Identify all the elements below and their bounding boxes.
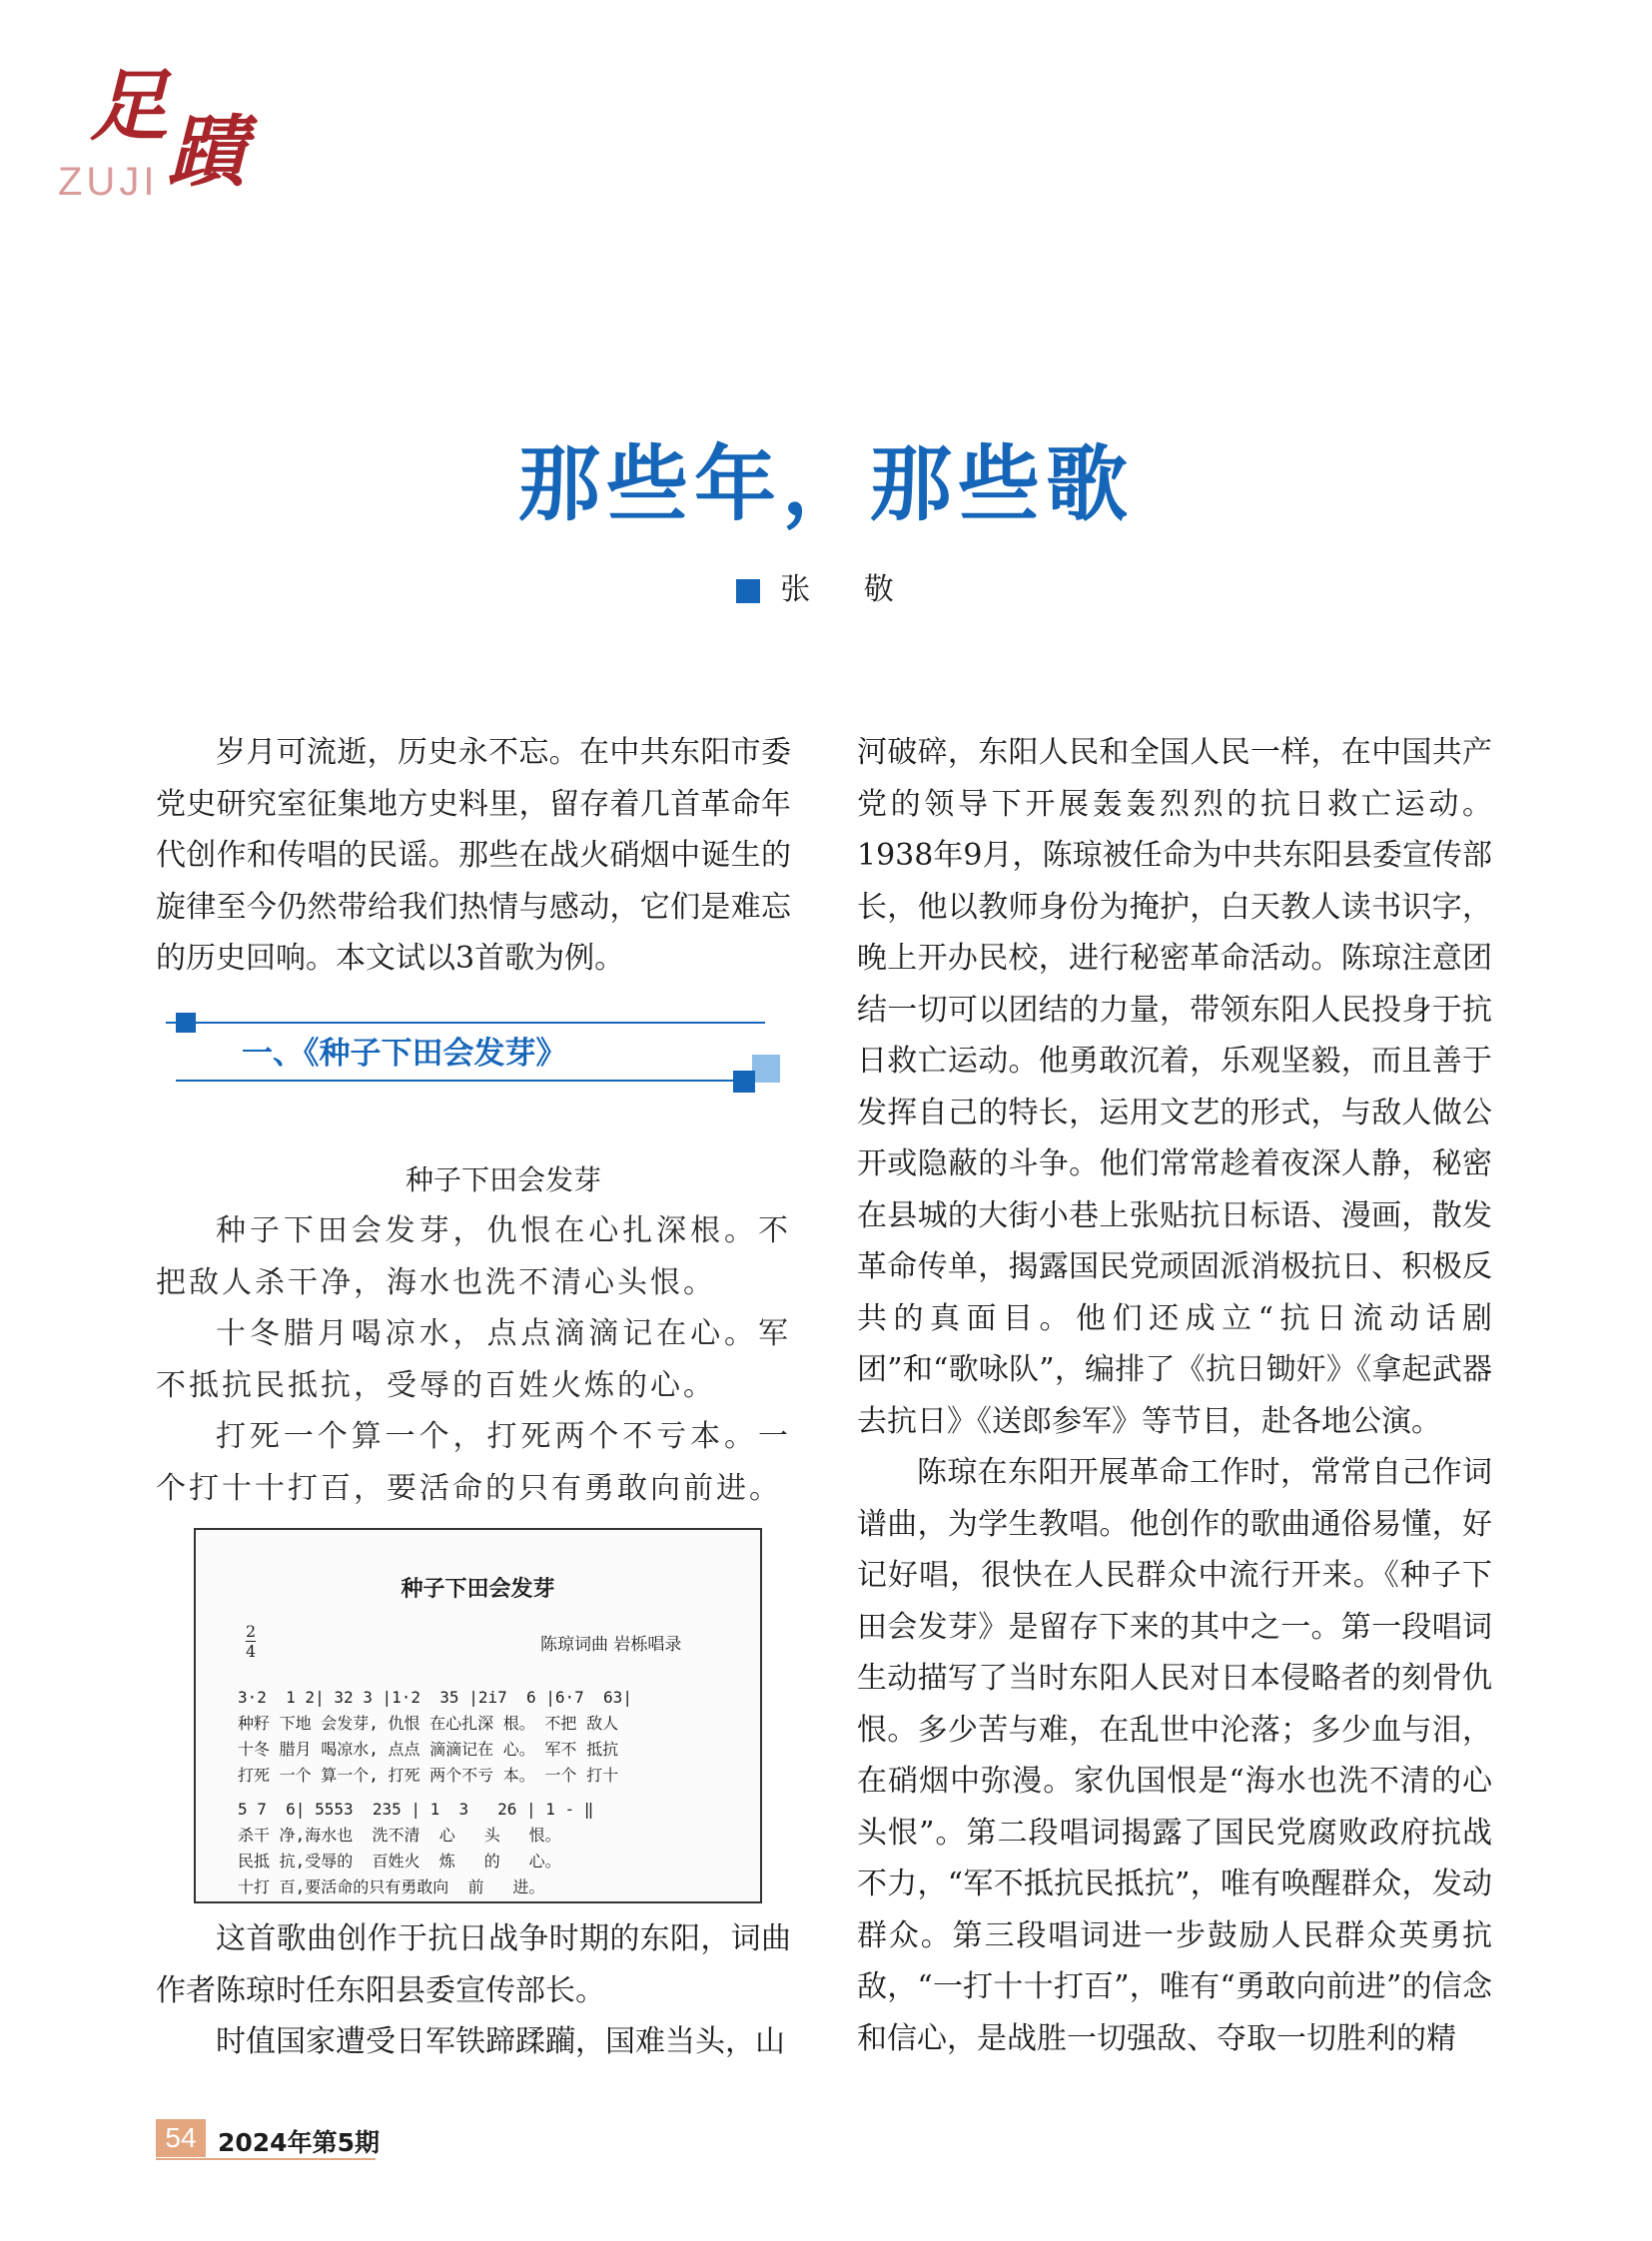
time-signature-top: 2: [246, 1622, 257, 1641]
score-lyrics-row-5: 民抵 抗,受辱的 百姓火 炼 的 心。: [238, 1852, 561, 1870]
time-signature: [246, 1622, 256, 1661]
lyric-verse-2: 十冬腊月喝凉水，点点滴滴记在心。军不抵抗民抵抗，受辱的百姓火炼的心。: [156, 1316, 791, 1403]
heading-square-icon: [176, 1013, 196, 1033]
right-column: [857, 727, 1492, 2064]
left-column: [156, 727, 791, 2068]
lyric-verse-1: 种子下田会发芽，仇恨在心扎深根。不把敌人杀干净，海水也洗不清心头恨。: [156, 1213, 791, 1300]
score-title: 种子下田会发芽: [401, 1576, 555, 1602]
article-title: 那些年，那些歌: [517, 437, 1134, 532]
score-notes-row-2: 5 7 6| 5553 235 | 1 3 26 | 1 - ‖: [238, 1800, 594, 1819]
body-paragraph: 陈琼在东阳开展革命工作时，常常自己作词谱曲，为学生教唱。他创作的歌曲通俗易懂，好记好唱，很快在人民群众中流行开来。《种子下田会发芽》是留存下来的其中之一。第一段唱词生动描写了当时东阳人民对日本侵略者的刻骨仇恨。多少苦与难，在乱世中沦落；多少血与泪，在硝烟中弥漫。家仇国恨是“海水也洗不清的心头恨”。第二段唱词揭露了国民党腐败政府抗战不力，“军不抵抗民抵抗”，唯有唤醒群众，发动群众。第三段唱词进一步鼓励人民群众英勇抗敌，“一打十十打百”，唯有“勇敢向前进”的信念和信心，是战胜一切强敌、夺取一切胜利的精: [857, 1455, 1492, 2056]
magazine-logo: [50, 61, 250, 208]
body-paragraph: 这首歌曲创作于抗日战争时期的东阳，词曲作者陈琼时任东阳县委宣传部长。: [156, 1921, 791, 2008]
time-signature-bottom: 4: [246, 1642, 257, 1661]
heading-dark-square-icon: [733, 1071, 755, 1093]
issue-label: 2024年第5期: [218, 2128, 380, 2157]
body-paragraph: 河破碎，东阳人民和全国人民一样，在中国共产党的领导下开展轰轰烈烈的抗日救亡运动。1938年9月，陈琼被任命为中共东阳县委宣传部长，他以教师身份为掩护，白天教人读书识字，晚上开办民校，进行秘密革命活动。陈琼注意团结一切可以团结的力量，带领东阳人民投身于抗日救亡运动。他勇敢沉着，乐观坚毅，而且善于发挥自己的特长，运用文艺的形式，与敌人做公开或隐蔽的斗争。他们常常趁着夜深人静，秘密在县城的大街小巷上张贴抗日标语、漫画，散发革命传单，揭露国民党顽固派消极抗日、积极反共的真面目。他们还成立“抗日流动话剧团”和“歌咏队”，编排了《抗日锄奸》《拿起武器去抗日》《送郎参军》等节目，赴各地公演。: [857, 735, 1492, 1439]
score-lyrics-row-2: 十冬 腊月 喝凉水, 点点 滴滴记在 心。 军不 抵抗: [238, 1740, 619, 1759]
lyric-verse-3: 打死一个算一个，打死两个不亏本。一个打十十打百，要活命的只有勇敢向前进。: [156, 1419, 791, 1506]
music-score-image: [194, 1528, 762, 1903]
score-lyrics-row-4: 杀干 净,海水也 洗不清 心 头 恨。: [238, 1826, 561, 1845]
score-lyrics-row-3: 打死 一个 算一个, 打死 两个不亏 本。 一个 打十: [238, 1766, 619, 1785]
byline-square-icon: [736, 579, 760, 603]
song-title: 种子下田会发芽: [405, 1162, 601, 1196]
heading-top-rule: [166, 1022, 765, 1024]
intro-paragraph: 岁月可流逝，历史永不忘。在中共东阳市委党史研究室征集地方史料里，留存着几首革命年代创作和传唱的民谣。那些在战火硝烟中诞生的旋律至今仍然带给我们热情与感动，它们是难忘的历史回响。本文试以3首歌为例。: [156, 735, 791, 976]
body-paragraph: 时值国家遭受日军铁蹄蹂躏，国难当头，山: [216, 2024, 785, 2059]
heading-bottom-rule: [176, 1080, 739, 1082]
page-number: 54: [156, 2119, 206, 2157]
section-heading: 一、《种子下田会发芽》: [242, 1035, 567, 1072]
logo-char-1: 足: [90, 61, 169, 152]
score-lyrics-row-1: 种籽 下地 会发芽, 仇恨 在心扎深 根。 不把 敌人: [238, 1714, 619, 1733]
logo-latin: ZUJI: [58, 160, 159, 204]
author-name: 张 敬: [780, 572, 916, 607]
byline: [0, 564, 1652, 608]
score-notes-row-1: 3·2 1 2| 32 3 |1·2 35 |2i7 6 |6·7 63|: [238, 1688, 632, 1707]
score-credit: 陈琼词曲 岩栎唱录: [540, 1635, 682, 1655]
heading-light-square-icon: [752, 1055, 780, 1083]
section-heading-block: [156, 1005, 791, 1136]
footer-underline: [156, 2158, 376, 2160]
logo-char-2: 蹟: [168, 107, 247, 198]
score-lyrics-row-6: 十打 百,要活命的只有勇敢向 前 进。: [238, 1877, 545, 1896]
